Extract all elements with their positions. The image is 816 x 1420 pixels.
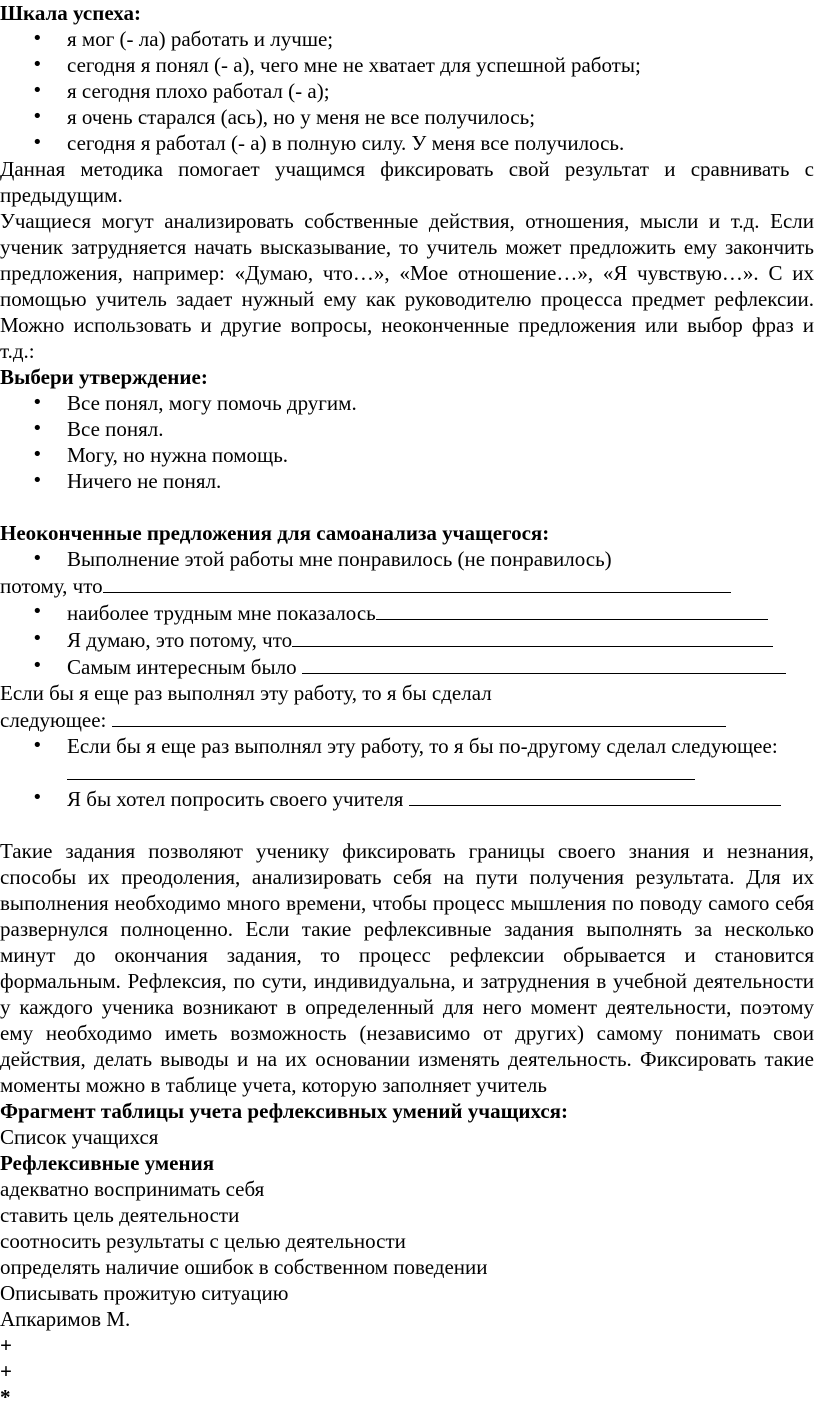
unfinished-list-c (0, 733, 816, 785)
scale-list (0, 26, 816, 156)
list-item: • сегодня я работал (- а) в полную силу. У меня все получилось. (0, 130, 816, 156)
blank-line[interactable] (409, 785, 781, 806)
list-item: • Если бы я еще раз выполнял эту работу, то я бы по-другому сделал следующее: (0, 733, 816, 759)
unfinished-heading: Неоконченные предложения для самоанализа учащегося: (0, 521, 550, 545)
blank-line[interactable] (292, 626, 773, 647)
paragraph-method: Данная методика помогает учащимся фиксировать свой результат и сравнивать с предыдущим. (0, 157, 814, 207)
table-heading: Фрагмент таблицы учета рефлексивных умений учащихся: (0, 1099, 569, 1123)
blank-line[interactable] (376, 599, 768, 620)
fill-label: потому, что (0, 574, 103, 598)
list-item (0, 599, 816, 626)
paragraph-analysis: Учащиеся могут анализировать собственные действия, отношения, мысли и т.д. Если ученик затрудняется начать высказывание, то учитель может предложить ему закончить предложения, например: «Думаю, что…», «Мое отношение…», «Я чувствую…». С их помощью учитель задает нужный ему как руководителю процесса предмет рефлексии. Можно использовать и другие вопросы, неоконченные предложения или выбор фраз и т.д.: (0, 209, 814, 363)
list-item: • я очень старался (ась), но у меня не все получилось; (0, 104, 816, 130)
fill-label: Я думаю, это потому, что (67, 628, 293, 652)
fill-label: следующее: (0, 708, 112, 732)
skill-item: соотносить результаты с целью деятельности (0, 1229, 406, 1253)
spacer (0, 494, 816, 520)
blank-line[interactable] (67, 759, 695, 780)
list-item: • Выполнение этой работы мне понравилось (не понравилось) (0, 546, 816, 572)
mark: + (0, 1333, 12, 1357)
list-item: • сегодня я понял (- а), чего мне не хватает для успешной работы; (0, 52, 816, 78)
choose-heading: Выбери утверждение: (0, 365, 208, 389)
unfinished-list-b (0, 599, 816, 680)
list-item: • Ничего не понял. (0, 468, 816, 494)
scale-heading: Шкала успеха: (0, 1, 141, 25)
line-again: Если бы я еще раз выполнял эту работу, то я бы сделал (0, 681, 492, 705)
mark: * (0, 1385, 11, 1409)
fill-label: наиболее трудным мне показалось (67, 601, 376, 625)
skill-item: определять наличие ошибок в собственном поведении (0, 1255, 488, 1279)
list-item: • я сегодня плохо работал (- а); (0, 78, 816, 104)
list-item: • Все понял. (0, 416, 816, 442)
skills-heading: Рефлексивные умения (0, 1151, 215, 1175)
list-item (0, 653, 816, 680)
skill-item: ставить цель деятельности (0, 1203, 240, 1227)
list-item: • Могу, но нужна помощь. (0, 442, 816, 468)
fill-label: Самым интересным было (67, 655, 302, 679)
skill-item: Описывать прожитую ситуацию (0, 1281, 289, 1305)
skill-item: адекватно воспринимать себя (0, 1177, 265, 1201)
fill-line-following (0, 706, 816, 733)
choose-list (0, 390, 816, 494)
unfinished-list-d (0, 785, 816, 812)
list-item-blank (0, 759, 816, 785)
student-name: Апкаримов М. (0, 1307, 131, 1331)
list-item (0, 626, 816, 653)
spacer (0, 812, 816, 838)
blank-line[interactable] (302, 653, 786, 674)
blank-line[interactable] (103, 572, 731, 593)
paragraph-tasks: Такие задания позволяют ученику фиксировать границы своего знания и незнания, способы их преодоления, анализировать себя на пути получения результата. Для их выполнения необходимо много времени, чтобы процесс мышления по поводу самого себя развернулся полноценно. Если такие рефлексивные задания выполнять за несколько минут до окончания задания, то процесс рефлексии обрывается и становится формальным. Рефлексия, по сути, индивидуальна, и затруднения в учебной деятельности у каждого ученика возникают в определенный для него момент деятельности, поэтому ему необходимо иметь возможность (независимо от других) самому понимать свои действия, делать выводы и на их основании изменять деятельность. Фиксировать такие моменты можно в таблице учета, которую заполняет учитель (0, 839, 814, 1097)
list-item (0, 785, 816, 812)
list-item: • я мог (- ла) работать и лучше; (0, 26, 816, 52)
unfinished-list-a (0, 546, 816, 572)
blank-line[interactable] (112, 706, 726, 727)
students-label: Список учащихся (0, 1125, 159, 1149)
mark: + (0, 1359, 12, 1383)
fill-line-because (0, 572, 816, 599)
fill-label: Я бы хотел попросить своего учителя (67, 787, 409, 811)
list-item: • Все понял, могу помочь другим. (0, 390, 816, 416)
